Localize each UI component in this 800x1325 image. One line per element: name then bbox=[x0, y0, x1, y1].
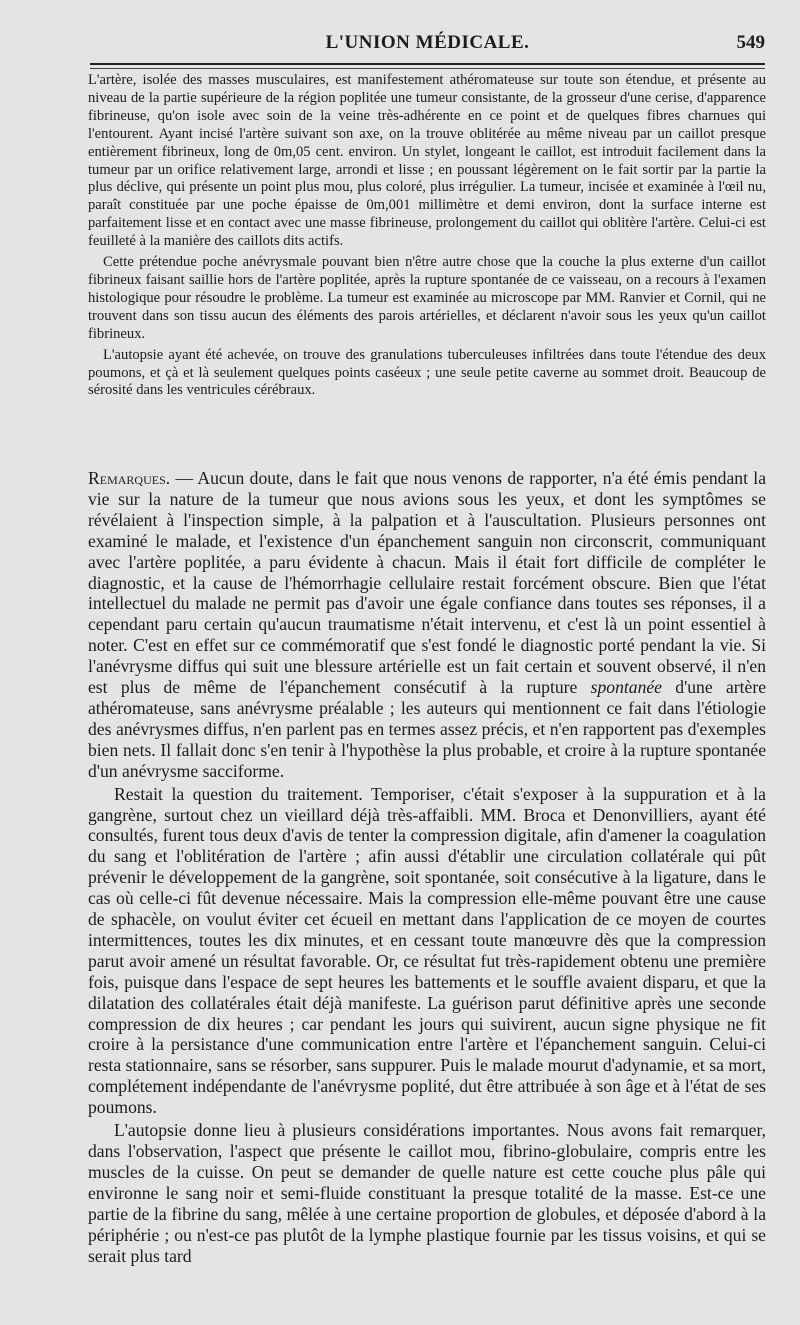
remarques-paragraph-2: Restait la question du traitement. Temporiser, c'était s'exposer à la suppuration et à la gangrène, surtout chez un vieillard déjà très-affaibli. MM. Broca et Denonvilliers, ayant été consultés, furent tous deux d'avis de tenter la compression digitale, afin d'amener la coagulation du sang et l'oblitération de l'artère ; afin aussi d'établir une circulation collatérale qui pût prévenir le développement de la gangrène, soit spontanée, soit consécutive à la ligature, dans le cas où celle-ci fût devenue nécessaire. Mais la compression elle-même pouvant être une cause de sphacèle, on voulut éviter cet écueil en mettant dans l'application de ce moyen de courtes intermittences, toutes les dix minutes, et en cessant toute manœuvre dès que la compression parut avoir amené un résultat favorable. Or, ce résultat fut très-rapidement obtenu une première fois, puisque dans l'espace de sept heures les battements et le souffle avaient disparu, et que la dilatation des collatérales était déjà manifeste. La guérison parut définitive après une seconde compression de dix heures ; car pendant les jours qui suivirent, aucun signe physique ne fit croire à la persistance d'une communication entre l'artère et l'épanchement sanguin. Celui-ci resta stationnaire, sans se résorber, sans suppurer. Puis le malade mourut d'adynamie, et sa mort, complétement indépendante de l'anévrysme poplité, dut être attribuée à son âge et à l'état de ses poumons. bbox=[88, 783, 766, 1118]
remarques-heading: Remarques. bbox=[88, 468, 171, 488]
observation-section bbox=[88, 72, 766, 403]
remarques-paragraph-1 bbox=[88, 468, 766, 782]
page-header bbox=[90, 30, 765, 58]
remarques-p1-text: — Aucun doute, dans le fait que nous venons de rapporter, n'a été émis pendant la vie sur la nature de la tumeur que nous avions sous les yeux, et dont les symptômes se révélaient à l'inspection simple, à la palpation et à l'auscultation. Plusieurs personnes ont examiné le malade, et l'existence d'un épanchement sanguin non circonscrit, communiquant avec l'artère poplitée, a paru évidente à chacun. Mais il était fort difficile de compléter le diagnostic, et la cause de l'hémorrhagie cellulaire restait forcément obscure. Bien que l'état intellectuel du malade ne permit pas d'avoir une égale confiance dans toutes ses réponses, il a cependant paru certain qu'aucun traumatisme n'était intervenu, et c'est là un point essentiel à noter. C'est en effet sur ce commémoratif que s'est fondé le diagnostic porté pendant la vie. Si l'anévrysme diffus qui suit une blessure artérielle est un fait certain et souvent observé, il n'en est plus de même de l'épanchement consécutif à la rupture bbox=[88, 468, 766, 698]
header-rule bbox=[90, 63, 765, 69]
page-number: 549 bbox=[736, 32, 765, 53]
remarques-p1-tail: d'une artère athéromateuse, sans anévrysme préalable ; les auteurs qui mentionnent ce fait dans l'étiologie des anévrysmes diffus, n'en parlent pas en termes assez précis, et n'en rapportent pas d'exemples bien nets. Il fallait donc s'en tenir à l'hypothèse la plus probable, et croire à la rupture spontanée d'un anévrysme sacciforme. bbox=[88, 677, 767, 781]
observation-paragraph-2: Cette prétendue poche anévrysmale pouvant bien n'être autre chose que la couche la plus externe d'un caillot fibrineux faisant saillie hors de l'artère poplitée, après la rupture spontanée de ce vaisseau, on a recours à l'examen histologique pour résoudre le problème. La tumeur est examinée au microscope par MM. Ranvier et Cornil, qui ne trouvent dans son tissu aucun des éléments des parois artérielles, et déclarent n'avoir sous les yeux qu'un caillot fibrineux. bbox=[88, 254, 766, 342]
remarques-p1-emphasis: spontanée bbox=[590, 677, 662, 698]
remarques-section bbox=[88, 468, 766, 1268]
journal-title: L'UNION MÉDICALE. bbox=[325, 32, 530, 53]
observation-paragraph-3: L'autopsie ayant été achevée, on trouve des granulations tuberculeuses infiltrées dans toute l'étendue des deux poumons, et çà et là seulement quelques points caséeux ; une seule petite caverne au sommet droit. Beaucoup de sérosité dans les ventricules cérébraux. bbox=[88, 346, 766, 399]
remarques-paragraph-3: L'autopsie donne lieu à plusieurs considérations importantes. Nous avons fait remarquer, dans l'observation, l'aspect que présente le caillot mou, fibrino-globulaire, compris entre les muscles de la cuisse. On peut se demander de quelle nature est cette couche plus pâle qui environne le sang noir et semi-fluide constituant la presque totalité de la masse. Est-ce une partie de la fibrine du sang, mêlée à une certaine proportion de globules, et déposée d'abord à la périphérie ; ou n'est-ce pas plutôt de la lymphe plastique fournie par les tissus voisins, et qui se serait plus tard bbox=[88, 1120, 766, 1266]
observation-paragraph-1: L'artère, isolée des masses musculaires, est manifestement athéromateuse sur toute son étendue, et présente au niveau de la partie supérieure de la région poplitée une tumeur consistante, de la grosseur d'une cerise, d'apparence fibrineuse, qu'on isole avec soin de la veine très-adhérente en ce point et de quelques fibres charnues qui l'entourent. Ayant incisé l'artère suivant son axe, on la trouve oblitérée au même niveau par un caillot presque entièrement fibrineux, long de 0m,05 cent. environ. Un stylet, longeant le caillot, est introduit facilement dans la tumeur par un orifice relativement large, arrondi et lisse ; en poussant légèrement on le fait sortir par la partie la plus déclive, qui présente un point plus mou, plus coloré, plus irrégulier. La tumeur, incisée et examinée à l'œil nu, paraît constituée par une poche épaisse de 0m,001 millimètre et demi environ, dont la surface interne est parfaitement lisse et en contact avec une masse fibrineuse, prolongement du caillot qui oblitère l'artère. Celui-ci est feuilleté à la manière des caillots dits actifs. bbox=[88, 72, 766, 250]
